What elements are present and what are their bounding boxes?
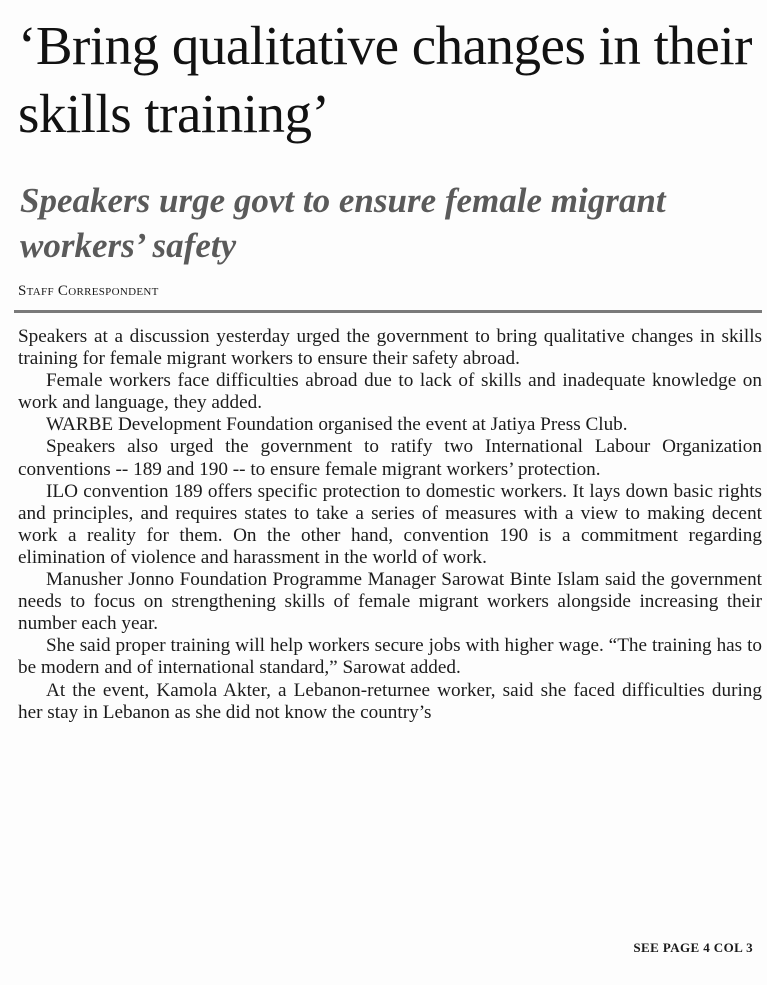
paragraph: Speakers at a discussion yesterday urged the government to bring qualitative changes in skills training for female migrant workers to ensure their safety abroad. [18,326,762,370]
article-body [18,326,762,724]
headline: ‘Bring qualitative changes in their skills training’ [18,15,752,144]
paragraph: Speakers also urged the government to ratify two International Labour Organization conventions -- 189 and 190 -- to ensure female migrant workers’ protection. [18,436,762,480]
divider-rule [14,310,762,313]
continuation-note: SEE PAGE 4 COL 3 [633,940,753,955]
paragraph: Female workers face difficulties abroad due to lack of skills and inadequate knowledge on work and language, they added. [18,370,762,414]
paragraph: She said proper training will help workers secure jobs with higher wage. “The training has to be modern and of international standard,” Sarowat added. [18,635,762,679]
paragraph: Manusher Jonno Foundation Programme Manager Sarowat Binte Islam said the government needs to focus on strengthening skills of female migrant workers alongside increasing their number each year. [18,569,762,635]
subheadline: Speakers urge govt to ensure female migrant workers’ safety [20,181,666,265]
paragraph: At the event, Kamola Akter, a Lebanon-returnee worker, said she faced difficulties during her stay in Lebanon as she did not know the country’s [18,679,762,723]
paragraph: ILO convention 189 offers specific protection to domestic workers. It lays down basic rights and principles, and requires states to take a series of measures with a view to making decent work a reality for them. On the other hand, convention 190 is a commitment regarding elimination of violence and harassment in the world of work. [18,480,762,568]
paragraph: WARBE Development Foundation organised the event at Jatiya Press Club. [46,414,628,436]
byline: Staff Correspondent [18,283,159,299]
